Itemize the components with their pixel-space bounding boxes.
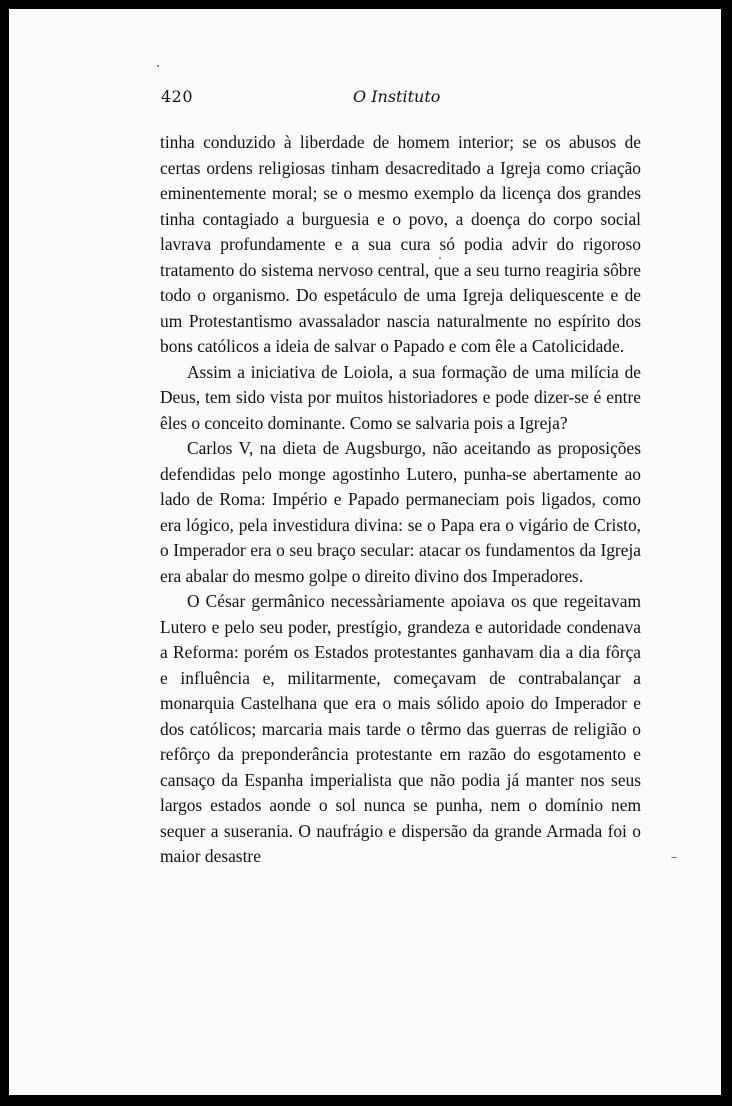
paragraph: O César germânico necessàriamente apoiava os que regeitavam Lutero e pelo seu poder, prestígio, grandeza e autoridade condenava a Reforma: porém os Estados protestantes ganhavam dia a dia fôrça e influência e, militarmente, começavam de contrabalançar a monarquia Castelhana que era o mais sólido apoio do Imperador e dos católicos; marcaria mais tarde o têrmo das guerras de religião o refôrço da preponderância protestante em razão do esgotamento e cansaço da Espanha imperialista que não podia já manter nos seus largos estados aonde o sol nunca se punha, nem o domínio nem sequer a suserania. O naufrágio e dispersão da grande Armada foi o maior desastre <box>160 591 641 866</box>
book-page <box>9 9 721 1095</box>
page-header <box>161 87 641 117</box>
scan-speck <box>157 65 159 67</box>
body-text <box>160 130 641 870</box>
paragraph: Assim a iniciativa de Loiola, a sua formação de uma milícia de Deus, tem sido vista por muitos historiadores e pode dizer-se é entre êles o conceito dominante. Como se salvaria pois a Igreja? <box>160 361 641 433</box>
page-number: 420 <box>161 87 194 106</box>
running-title: O Instituto <box>353 87 441 106</box>
scan-speck <box>439 257 441 259</box>
paragraph-continued: tinha conduzido à liberdade de homem interior; se os abusos de certas ordens religiosas tinham desacreditado a Igreja como criação eminentemente moral; se o mesmo exemplo da licença dos grandes tinha contagiado a burguesia e o povo, a doença do corpo social lavrava profundamente e a sua cura só podia advir do rigoroso tratamento do sistema nervoso central, que a seu turno reagiria sôbre todo o organismo. Do espetáculo de uma Igreja deliquescente e de um Protestantismo avassalador nascia naturalmente no espírito dos bons católicos a ideia de salvar o Papado e com êle a Catolicidade. <box>160 132 641 356</box>
paragraph: Carlos V, na dieta de Augsburgo, não aceitando as proposições defendidas pelo monge agostinho Lutero, punha-se abertamente ao lado de Roma: Império e Papado permaneciam pois ligados, como era lógico, pela investidura divina: se o Papa era o vigário de Cristo, o Imperador era o seu braço secular: atacar os fundamentos da Igreja era abalar do mesmo golpe o direito divino dos Imperadores. <box>160 438 641 586</box>
scan-speck <box>671 857 677 858</box>
